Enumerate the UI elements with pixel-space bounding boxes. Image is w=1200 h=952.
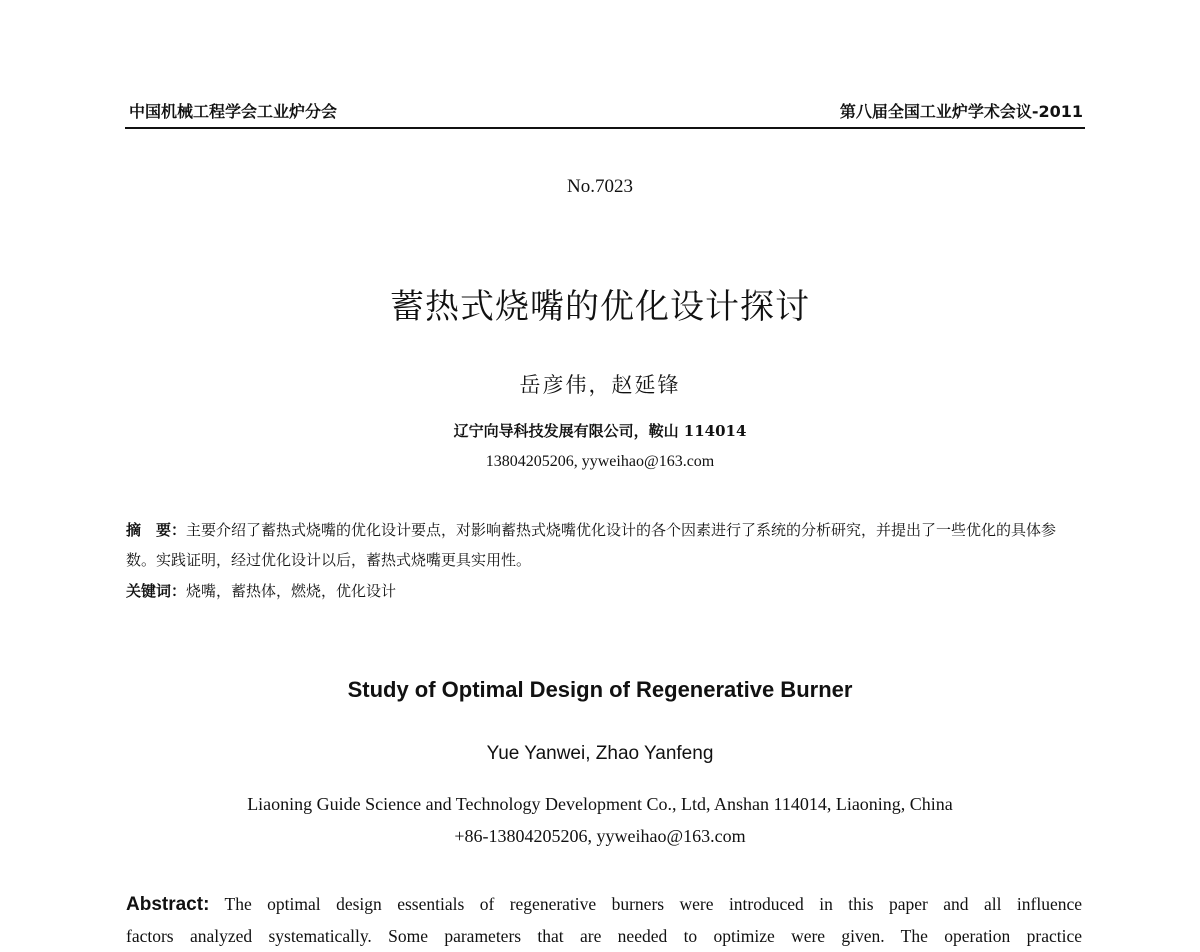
english-abstract-text-2: factors analyzed systematically. Some parameters that are needed to optimize were given. The operation practice [126,926,1082,946]
paper-number: No.7023 [567,176,633,197]
chinese-keywords [126,580,1082,602]
english-abstract-text-1: The optimal design essentials of regenerative burners were introduced in this paper and all influence [224,894,1082,914]
english-abstract [126,888,1082,952]
header-conference: 第八届全国工业炉学术会议-2011 [839,102,1083,121]
chinese-abstract [126,515,1082,575]
english-abstract-line-1 [126,888,1082,920]
english-affiliation: Liaoning Guide Science and Technology Development Co., Ltd, Anshan 114014, Liaoning, China [247,794,953,814]
chinese-keywords-label: 关键词： [126,582,187,600]
chinese-affiliation: 辽宁向导科技发展有限公司，鞍山 114014 [453,422,747,440]
chinese-title: 蓄热式烧嘴的优化设计探讨 [390,287,810,327]
header-society: 中国机械工程学会工业炉分会 [129,102,338,121]
chinese-keywords-text: 烧嘴，蓄热体，燃烧，优化设计 [186,582,397,600]
chinese-abstract-text: 主要介绍了蓄热式烧嘴的优化设计要点，对影响蓄热式烧嘴优化设计的各个因素进行了系统的分析研究，并提出了一些优化的具体参数。实践证明，经过优化设计以后，蓄热式烧嘴更具实用性。 [126,521,1057,569]
english-abstract-label: Abstract: [126,894,210,915]
chinese-authors: 岳彦伟，赵延锋 [519,373,681,397]
english-contact: +86-13804205206, yyweihao@163.com [454,826,746,846]
english-authors: Yue Yanwei, Zhao Yanfeng [486,743,714,764]
chinese-abstract-label: 摘 要： [126,521,187,539]
english-title: Study of Optimal Design of Regenerative Burner [347,677,853,702]
english-abstract-line-2 [126,920,1082,952]
running-header [125,99,1085,129]
chinese-contact: 13804205206, yyweihao@163.com [485,453,715,470]
